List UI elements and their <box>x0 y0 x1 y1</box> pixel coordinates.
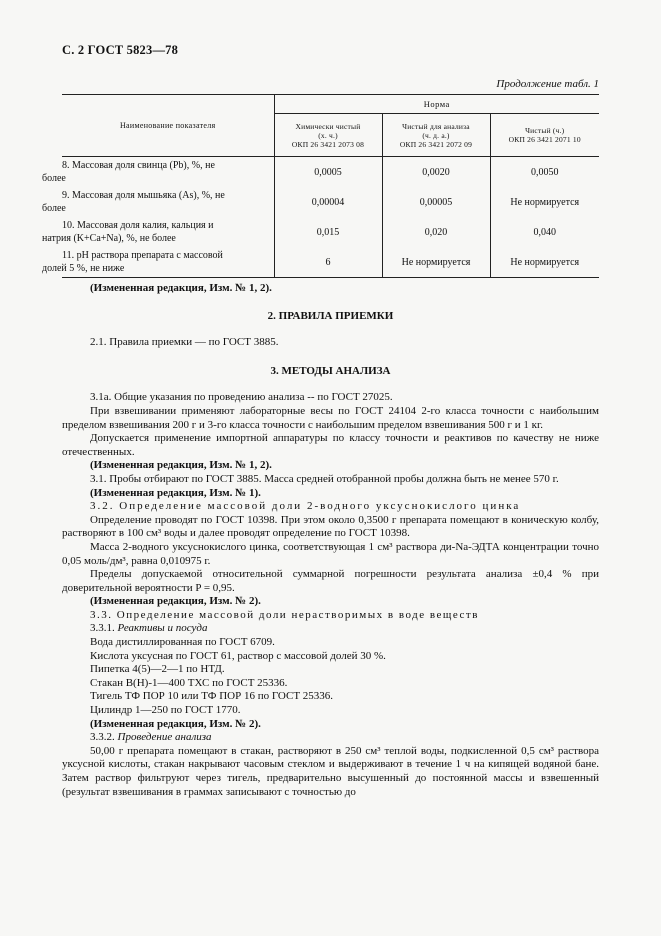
paragraph: 3.1. Пробы отбирают по ГОСТ 3885. Масса средней отобранной пробы должна быть не менее 570 г. <box>90 472 559 485</box>
section-title: 3. МЕТОДЫ АНАЛИЗА <box>270 364 391 377</box>
table-continuation-label: Продолжение табл. 1 <box>496 78 599 90</box>
paragraph: Пределы допускаемой относительной суммарной погрешности результата анализа ±0,4 % при доверительной вероятности P = 0,95. <box>62 568 599 594</box>
body-text <box>62 282 599 799</box>
table-row: 10. Массовая доля калия, кальция и натрия (K+Ca+Na), %, не более 0,015 0,020 0,040 <box>62 217 599 247</box>
subsection-title: 3.2. Определение массовой доли 2-водного уксуснокислого цинка <box>90 500 521 513</box>
revision-note: (Измененная редакция, Изм. № 1, 2). <box>90 459 272 472</box>
column-header-norm: Норма <box>274 95 599 114</box>
section-title: 2. ПРАВИЛА ПРИЕМКИ <box>267 309 394 322</box>
table-row: 8. Массовая доля свинца (Pb), %, не более 0,0005 0,0020 0,0050 <box>62 157 599 188</box>
revision-note: (Измененная редакция, Изм. № 1, 2). <box>90 282 272 294</box>
subsection-heading: 3.3.2. Проведение анализа <box>90 731 212 744</box>
column-header-grade: Чистый для анализа (ч. д. а.) ОКП 26 3421 2072 09 <box>382 114 490 157</box>
page-header: С. 2 ГОСТ 5823—78 <box>62 43 179 57</box>
revision-note: (Измененная редакция, Изм. № 1). <box>90 486 261 499</box>
list-item: Кислота уксусная по ГОСТ 61, раствор с массовой долей 30 %. <box>90 649 386 662</box>
column-header-grade: Химически чистый (х. ч.) ОКП 26 3421 2073 08 <box>274 114 382 157</box>
subsection-heading: 3.3.1. Реактивы и посуда <box>90 622 208 635</box>
paragraph: При взвешивании применяют лабораторные весы по ГОСТ 24104 2-го класса точности с наибольшим пределом взвешивания 200 г и 3-го класса точности с наибольшим пределом взвешивания 500 г и 1 кг. <box>62 404 599 431</box>
list-item: Стакан В(Н)-1—400 ТХС по ГОСТ 25336. <box>90 676 288 689</box>
table-row: 9. Массовая доля мышьяка (As), %, не более 0,00004 0,00005 Не нормируется <box>62 187 599 217</box>
paragraph: Допускается применение импортной аппаратуры по классу точности и реактивов по качеству не ниже отечественных. <box>62 432 599 458</box>
paragraph: 50,00 г препарата помещают в стакан, растворяют в 250 см³ теплой воды, подкисленной 0,5 см³ раствора уксусной кислоты, стакан накрывают часовым стеклом и выдерживают в течение 1 ч на кипящей водяной бане. Затем раствор фильтруют через тигель, предварительно высушенный до постоянной массы и взвешенный (результат взвешивания в граммах записывают с точностью до <box>62 744 599 798</box>
paragraph: 3.1а. Общие указания по проведению анализа -- по ГОСТ 27025. <box>90 391 393 404</box>
column-header-name: Наименование показателя <box>62 95 274 157</box>
revision-note: (Измененная редакция, Изм. № 2). <box>90 717 261 730</box>
paragraph: 2.1. Правила приемки — по ГОСТ 3885. <box>90 336 279 349</box>
list-item: Вода дистиллированная по ГОСТ 6709. <box>90 636 275 649</box>
list-item: Тигель ТФ ПОР 10 или ТФ ПОР 16 по ГОСТ 25336. <box>90 690 334 703</box>
subsection-title: 3.3. Определение массовой доли нерастворимых в воде веществ <box>90 608 479 621</box>
list-item: Цилиндр 1—250 по ГОСТ 1770. <box>90 704 241 717</box>
list-item: Пипетка 4(5)—2—1 по НТД. <box>90 663 225 676</box>
paragraph: Определение проводят по ГОСТ 10398. При этом около 0,3500 г препарата помещают в коническую колбу, растворяют в 100 см³ воды и далее проводят определение по ГОСТ 10398. <box>62 513 599 540</box>
norms-table <box>42 94 599 278</box>
paragraph: Масса 2-водного уксуснокислого цинка, соответствующая 1 см³ раствора ди-Na-ЭДТА концентрации точно 0,05 моль/дм³, равна 0,010975 г. <box>62 540 599 567</box>
revision-note: (Измененная редакция, Изм. № 2). <box>90 595 261 608</box>
table-row: 11. pH раствора препарата с массовой долей 5 %, не ниже 6 Не нормируется Не нормируется <box>62 247 599 278</box>
column-header-grade: Чистый (ч.) ОКП 26 3421 2071 10 <box>490 114 599 157</box>
